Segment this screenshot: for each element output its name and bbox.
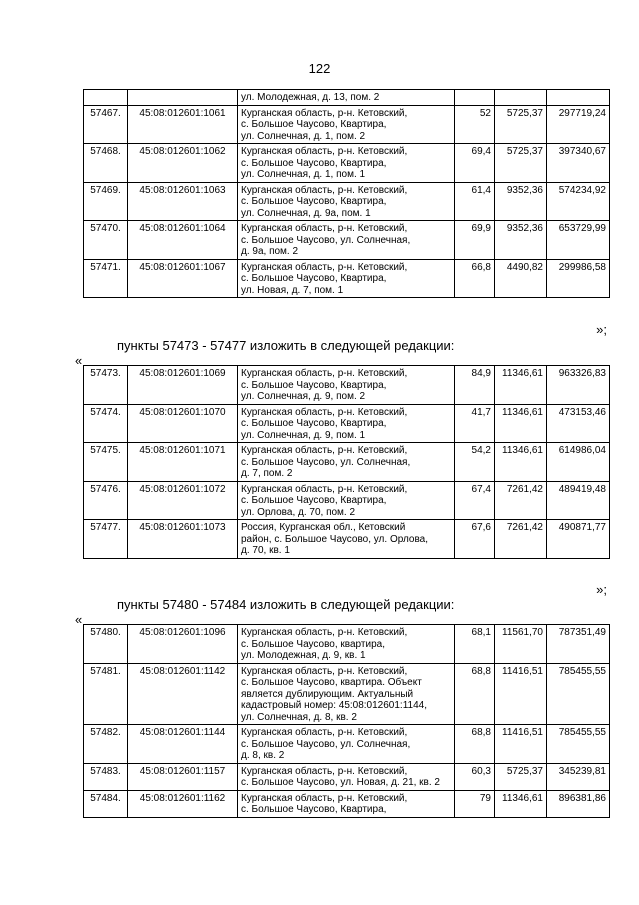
address-line: Курганская область, р-н. Кетовский, xyxy=(241,665,408,677)
table-row xyxy=(84,366,610,405)
rate-cell: 11416,51 xyxy=(495,725,547,764)
address-line: ул. Солнечная, д. 9, пом. 2 xyxy=(241,391,366,402)
address-line: с. Большое Чаусово, Квартира, xyxy=(241,379,387,391)
rate-cell: 11561,70 xyxy=(495,625,547,664)
page-number: 122 xyxy=(308,61,331,76)
address-cell xyxy=(238,105,455,144)
cadastral-number-cell: 45:08:012601:1070 xyxy=(128,404,238,443)
address-line: с. Большое Чаусово, Квартира, xyxy=(241,804,387,815)
cadastral-number-cell: 45:08:012601:1142 xyxy=(128,663,238,725)
table-row xyxy=(84,105,610,144)
address-line: Курганская область, р-н. Кетовский, xyxy=(241,146,408,157)
address-line: д. 9а, пом. 2 xyxy=(241,246,299,257)
table-row xyxy=(84,443,610,482)
rate-cell: 7261,42 xyxy=(495,481,547,520)
address-line: с. Большое Чаусово, Квартира, xyxy=(241,196,387,207)
area-cell: 67,4 xyxy=(455,481,495,520)
address-line: с. Большое Чаусово, Квартира, xyxy=(241,119,387,130)
record-number-cell: 57481. xyxy=(84,663,128,725)
address-line: Курганская область, р-н. Кетовский, xyxy=(241,627,408,638)
cadastral-number-cell: 45:08:012601:1073 xyxy=(128,520,238,559)
rate-cell: 11346,61 xyxy=(495,443,547,482)
address-line: с. Большое Чаусово, Квартира, xyxy=(241,273,387,284)
table-row xyxy=(84,725,610,764)
area-cell: 41,7 xyxy=(455,404,495,443)
area-cell: 68,1 xyxy=(455,625,495,664)
address-line: д. 70, кв. 1 xyxy=(241,545,290,556)
cadastral-value-cell: 785455,55 xyxy=(547,725,610,764)
cadastral-value-cell: 574234,92 xyxy=(547,182,610,221)
area-cell: 68,8 xyxy=(455,725,495,764)
address-line: Курганская область, р-н. Кетовский, xyxy=(241,368,408,379)
address-line: Курганская область, р-н. Кетовский, xyxy=(241,445,408,456)
rate-cell: 9352,36 xyxy=(495,182,547,221)
rate-cell: 11416,51 xyxy=(495,663,547,725)
address-line: Курганская область, р-н. Кетовский, xyxy=(241,184,408,196)
address-cell xyxy=(238,790,455,817)
address-line: ул. Солнечная, д. 9, пом. 1 xyxy=(241,429,366,441)
table-row xyxy=(84,481,610,520)
table-row xyxy=(84,520,610,559)
rate-cell: 11346,61 xyxy=(495,404,547,443)
address-cell xyxy=(238,481,455,520)
address-line: ул. Молодежная, д. 9, кв. 1 xyxy=(241,650,366,661)
rate-cell xyxy=(495,90,547,106)
cadastral-number-cell xyxy=(128,90,238,106)
area-cell xyxy=(455,90,495,106)
cadastral-number-cell: 45:08:012601:1157 xyxy=(128,763,238,790)
address-line: д. 8, кв. 2 xyxy=(241,750,285,761)
table-row xyxy=(84,259,610,298)
address-cell xyxy=(238,763,455,790)
area-cell: 68,8 xyxy=(455,663,495,725)
cadastral-number-cell: 45:08:012601:1064 xyxy=(128,221,238,260)
address-line: ул. Новая, д. 7, пом. 1 xyxy=(241,284,344,296)
area-cell: 52 xyxy=(455,105,495,144)
opening-quote: « xyxy=(75,353,83,368)
table-row xyxy=(84,221,610,260)
address-cell xyxy=(238,663,455,725)
address-cell xyxy=(238,182,455,221)
address-line: ул. Молодежная, д. 13, пом. 2 xyxy=(241,92,380,103)
record-number-cell: 57480. xyxy=(84,625,128,664)
table-row xyxy=(84,663,610,725)
register-table xyxy=(83,624,610,818)
table-row xyxy=(84,182,610,221)
table-row xyxy=(84,625,610,664)
address-line: ул. Солнечная, д. 1, пом. 2 xyxy=(241,130,366,142)
address-line: Курганская область, р-н. Кетовский, xyxy=(241,261,408,273)
cadastral-value-cell: 473153,46 xyxy=(547,404,610,443)
record-number-cell: 57475. xyxy=(84,443,128,482)
cadastral-number-cell: 45:08:012601:1144 xyxy=(128,725,238,764)
address-cell xyxy=(238,366,455,405)
cadastral-value-cell: 614986,04 xyxy=(547,443,610,482)
address-line: д. 7, пом. 2 xyxy=(241,468,293,479)
rate-cell: 11346,61 xyxy=(495,790,547,817)
record-number-cell: 57482. xyxy=(84,725,128,764)
table-row xyxy=(84,790,610,817)
area-cell: 69,9 xyxy=(455,221,495,260)
record-number-cell: 57473. xyxy=(84,366,128,405)
address-line: с. Большое Чаусово, Квартира, xyxy=(241,418,387,429)
record-number-cell: 57474. xyxy=(84,404,128,443)
address-line: Курганская область, р-н. Кетовский, xyxy=(241,107,408,119)
address-cell xyxy=(238,625,455,664)
cadastral-number-cell: 45:08:012601:1071 xyxy=(128,443,238,482)
closing-quote: »; xyxy=(596,582,607,597)
rate-cell: 4490,82 xyxy=(495,259,547,298)
address-cell xyxy=(238,90,455,106)
area-cell: 61,4 xyxy=(455,182,495,221)
address-line: ул. Солнечная, д. 8, кв. 2 xyxy=(241,711,357,723)
address-line: район, с. Большое Чаусово, ул. Орлова, xyxy=(241,533,428,545)
area-cell: 60,3 xyxy=(455,763,495,790)
cadastral-value-cell: 787351,49 xyxy=(547,625,610,664)
cadastral-number-cell: 45:08:012601:1096 xyxy=(128,625,238,664)
area-cell: 69,4 xyxy=(455,144,495,183)
rate-cell: 7261,42 xyxy=(495,520,547,559)
record-number-cell: 57467. xyxy=(84,105,128,144)
record-number-cell: 57468. xyxy=(84,144,128,183)
address-line: является дублирующим. Актуальный xyxy=(241,688,414,700)
record-number-cell: 57470. xyxy=(84,221,128,260)
area-cell: 67,6 xyxy=(455,520,495,559)
rate-cell: 5725,37 xyxy=(495,144,547,183)
address-line: Курганская область, р-н. Кетовский, xyxy=(241,792,408,804)
address-cell xyxy=(238,520,455,559)
record-number-cell: 57477. xyxy=(84,520,128,559)
address-cell xyxy=(238,259,455,298)
cadastral-number-cell: 45:08:012601:1162 xyxy=(128,790,238,817)
record-number-cell xyxy=(84,90,128,106)
cadastral-number-cell: 45:08:012601:1069 xyxy=(128,366,238,405)
cadastral-number-cell: 45:08:012601:1067 xyxy=(128,259,238,298)
address-line: ул. Солнечная, д. 9а, пом. 1 xyxy=(241,207,371,219)
record-number-cell: 57483. xyxy=(84,763,128,790)
area-cell: 66,8 xyxy=(455,259,495,298)
address-line: Курганская область, р-н. Кетовский, xyxy=(241,727,408,738)
cadastral-value-cell: 896381,86 xyxy=(547,790,610,817)
area-cell: 84,9 xyxy=(455,366,495,405)
address-line: Россия, Курганская обл., Кетовский xyxy=(241,522,406,533)
cadastral-number-cell: 45:08:012601:1063 xyxy=(128,182,238,221)
rate-cell: 5725,37 xyxy=(495,763,547,790)
rate-cell: 5725,37 xyxy=(495,105,547,144)
table-row xyxy=(84,144,610,183)
cadastral-value-cell: 489419,48 xyxy=(547,481,610,520)
address-line: Курганская область, р-н. Кетовский, xyxy=(241,406,408,418)
address-line: с. Большое Чаусово, квартира, xyxy=(241,638,385,650)
rate-cell: 9352,36 xyxy=(495,221,547,260)
address-cell xyxy=(238,443,455,482)
section-heading: пункты 57473 - 57477 изложить в следующей редакции: xyxy=(117,338,455,353)
address-cell xyxy=(238,725,455,764)
record-number-cell: 57471. xyxy=(84,259,128,298)
address-cell xyxy=(238,221,455,260)
opening-quote: « xyxy=(75,612,83,627)
address-cell xyxy=(238,404,455,443)
address-line: кадастровый номер: 45:08:012601:1144, xyxy=(241,700,427,711)
cadastral-value-cell xyxy=(547,90,610,106)
rate-cell: 11346,61 xyxy=(495,366,547,405)
address-line: с. Большое Чаусово, ул. Солнечная, xyxy=(241,234,411,246)
cadastral-value-cell: 963326,83 xyxy=(547,366,610,405)
register-table xyxy=(83,365,610,559)
address-cell xyxy=(238,144,455,183)
record-number-cell: 57484. xyxy=(84,790,128,817)
address-line: ул. Орлова, д. 70, пом. 2 xyxy=(241,506,356,518)
register-table xyxy=(83,89,610,298)
cadastral-value-cell: 490871,77 xyxy=(547,520,610,559)
table-row xyxy=(84,90,610,106)
record-number-cell: 57476. xyxy=(84,481,128,520)
address-line: с. Большое Чаусово, ул. Новая, д. 21, кв. 2 xyxy=(241,777,440,788)
address-line: с. Большое Чаусово, ул. Солнечная, xyxy=(241,456,411,468)
table-row xyxy=(84,763,610,790)
address-line: ул. Солнечная, д. 1, пом. 1 xyxy=(241,169,366,180)
cadastral-number-cell: 45:08:012601:1061 xyxy=(128,105,238,144)
cadastral-value-cell: 653729,99 xyxy=(547,221,610,260)
address-line: Курганская область, р-н. Кетовский, xyxy=(241,483,408,495)
address-line: с. Большое Чаусово, квартира. Объект xyxy=(241,677,422,688)
section-heading: пункты 57480 - 57484 изложить в следующей редакции: xyxy=(117,597,455,612)
address-line: Курганская область, р-н. Кетовский, xyxy=(241,765,408,777)
record-number-cell: 57469. xyxy=(84,182,128,221)
area-cell: 79 xyxy=(455,790,495,817)
address-line: с. Большое Чаусово, ул. Солнечная, xyxy=(241,738,411,750)
cadastral-value-cell: 397340,67 xyxy=(547,144,610,183)
address-line: с. Большое Чаусово, Квартира, xyxy=(241,495,387,506)
table-row xyxy=(84,404,610,443)
cadastral-value-cell: 299986,58 xyxy=(547,259,610,298)
area-cell: 54,2 xyxy=(455,443,495,482)
closing-quote: »; xyxy=(596,322,607,337)
cadastral-value-cell: 785455,55 xyxy=(547,663,610,725)
address-line: Курганская область, р-н. Кетовский, xyxy=(241,223,408,234)
cadastral-value-cell: 297719,24 xyxy=(547,105,610,144)
cadastral-number-cell: 45:08:012601:1072 xyxy=(128,481,238,520)
address-line: с. Большое Чаусово, Квартира, xyxy=(241,157,387,169)
cadastral-number-cell: 45:08:012601:1062 xyxy=(128,144,238,183)
cadastral-value-cell: 345239,81 xyxy=(547,763,610,790)
